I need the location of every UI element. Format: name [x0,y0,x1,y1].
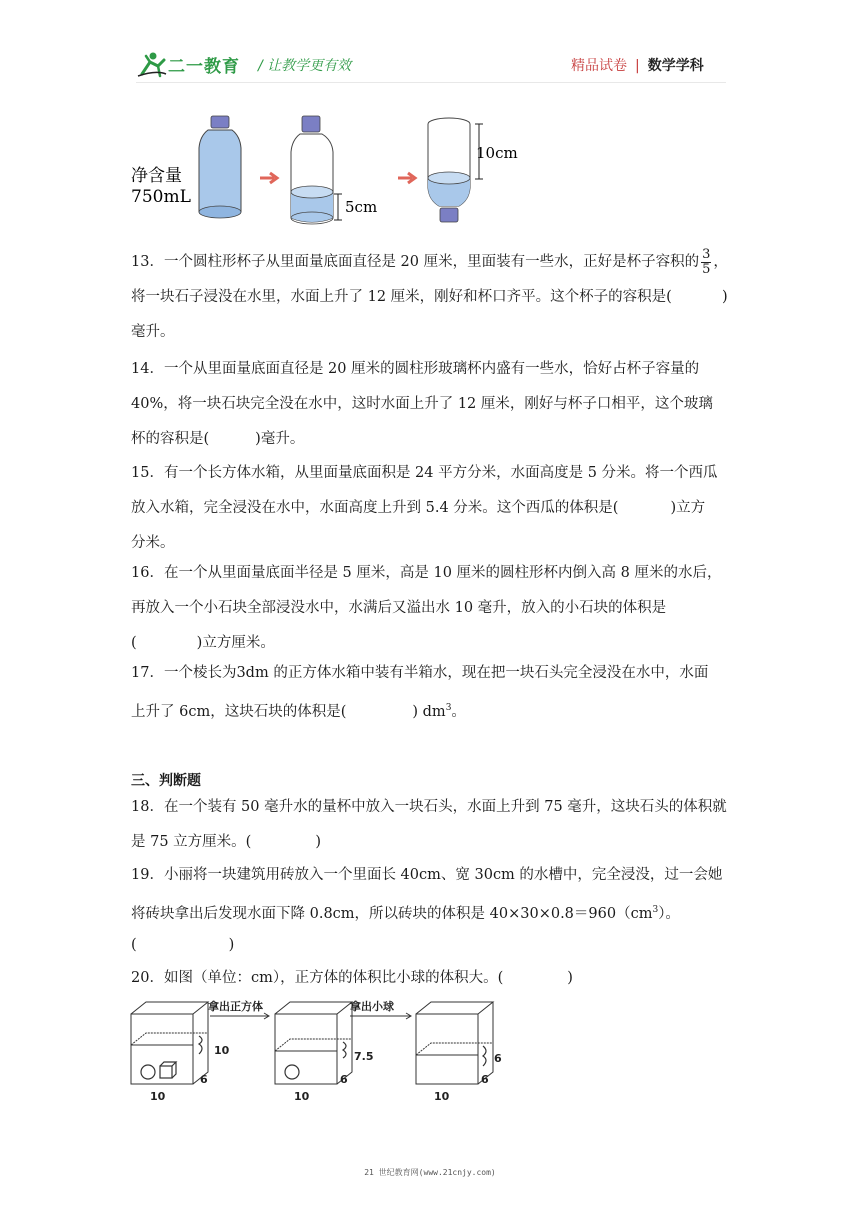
question-14 [131,352,731,457]
q15-text-3: )立方 [670,500,706,516]
q19-text-3: ）。 [658,905,680,922]
tank2-side: 6 [340,1073,348,1086]
question-16 [131,556,731,661]
question-18 [131,790,731,860]
q16-text-2: 再放入一个小石块全部浸没水中，水满后又溢出水 10 毫升，放入的小石块的体积是 [131,600,667,616]
q20-text-1: 20．如图（单位：cm），正方体的体积比小球的体积大。( [131,970,504,986]
header-divider [136,82,726,83]
tank1-side: 6 [200,1073,208,1086]
question-15 [131,456,731,561]
q18-text-2: 是 75 立方厘米。( [131,834,252,850]
q14-text-2: 40%，将一块石块完全没在水中，这时水面上升了 12 厘米，刚好与杯子口相平，这个玻璃 [131,396,713,412]
header-tag: 精品试卷 [571,58,627,74]
header-subject: 数学学科 [647,58,704,74]
tank2-height: 7.5 [354,1050,374,1063]
logo-text: 二一教育 [168,57,240,77]
q13-fraction [701,248,711,277]
bottle-half [291,116,377,224]
tank-3 [416,1002,502,1103]
q17-period: 。 [451,703,466,720]
q13-text-1: 13．一个圆柱形杯子从里面量底面直径是 20 厘米，里面装有一些水，正好是杯子容积的 [131,254,700,270]
q19-text-2: 将砖块拿出后发现水面下降 0.8cm，所以砖块的体积是 40×30×0.8＝960（cm [131,905,653,922]
q15-text-4: 分米。 [131,535,175,551]
tank3-side: 6 [481,1073,489,1086]
fraction-numerator: 3 [702,246,711,262]
q18-close: ) [315,834,321,850]
bottle-label-2: 750mL [131,187,191,207]
header-separator: | [635,58,640,74]
tank-figure [128,996,523,1106]
dim-10cm: 10cm [476,144,518,162]
q16-text-4: )立方厘米。 [196,635,275,651]
q17-superscript: 3 [445,703,452,713]
q13-text-2: 将一块石子浸没在水里，水面上升了 12 厘米，刚好和杯口齐平。这个杯子的容积是( [131,289,672,305]
arrow-right-icon [398,173,415,183]
arrow-label-1: 拿出正方体 [208,1000,263,1013]
q13-close: ) [722,289,728,305]
q13-comma: ， [713,254,728,270]
arrow-label-2: 拿出小球 [350,1000,394,1013]
q14-text-3: 杯的容积是( [131,431,210,447]
q17-unit: ) dm [412,703,446,720]
question-19 [131,858,731,963]
q15-text-1: 15．有一个长方体水箱，从里面量底面积是 24 平方分米，水面高度是 5 分米。将一个西瓜 [131,465,718,481]
tank1-height: 10 [214,1044,230,1057]
tank3-height: 6 [494,1052,502,1065]
q19-superscript: 3 [652,905,659,915]
question-13 [131,245,731,350]
question-17 [131,656,731,726]
tank-1 [131,1002,230,1103]
q19-open: ( [131,937,137,953]
q19-close: ) [228,937,235,953]
slogan: / 让教学更有效 [258,58,352,74]
page-footer: 21 世纪教育网(www.21cnjy.com) [364,1168,496,1177]
tank1-base: 10 [150,1090,166,1103]
header-right [571,55,704,75]
tank-2 [275,1002,374,1103]
q19-text-1: 19．小丽将一块建筑用砖放入一个里面长 40cm、宽 30cm 的水槽中，完全浸没，过一会她 [131,867,723,883]
bottle-figure [128,108,538,228]
q18-text-1: 18．在一个装有 50 毫升水的量杯中放入一块石头，水面上升到 75 毫升，这块石头的体积就 [131,799,727,815]
q13-text-3: 毫升。 [131,324,175,340]
page-header [0,0,860,90]
q17-text-1: 17．一个棱长为3dm 的正方体水箱中装有半箱水，现在把一块石头完全浸没在水中，水面 [131,665,709,681]
tank3-base: 10 [434,1090,450,1103]
q14-text-4: )毫升。 [255,431,305,447]
bottle-inverted [428,118,518,222]
q20-close: ) [567,970,573,986]
q17-text-2: 上升了 6cm，这块石块的体积是( [131,703,347,720]
bottle-label-1: 净含量 [131,166,182,186]
question-20 [131,961,731,996]
section-title-judge: 三、判断题 [131,773,201,789]
q15-text-2: 放入水箱，完全浸没在水中，水面高度上升到 5.4 分米。这个西瓜的体积是( [131,500,619,516]
dim-5cm: 5cm [345,198,378,216]
full-bottle [199,116,241,218]
q16-text-3: ( [131,635,137,651]
arrow-right-icon [260,173,277,183]
q14-text-1: 14．一个从里面量底面直径是 20 厘米的圆柱形玻璃杯内盛有一些水，恰好占杯子容量的 [131,361,700,377]
tank2-base: 10 [294,1090,310,1103]
fraction-denominator: 5 [702,261,711,277]
q16-text-1: 16．在一个从里面量底面半径是 5 厘米，高是 10 厘米的圆柱形杯内倒入高 8 厘米的水后， [131,565,722,581]
